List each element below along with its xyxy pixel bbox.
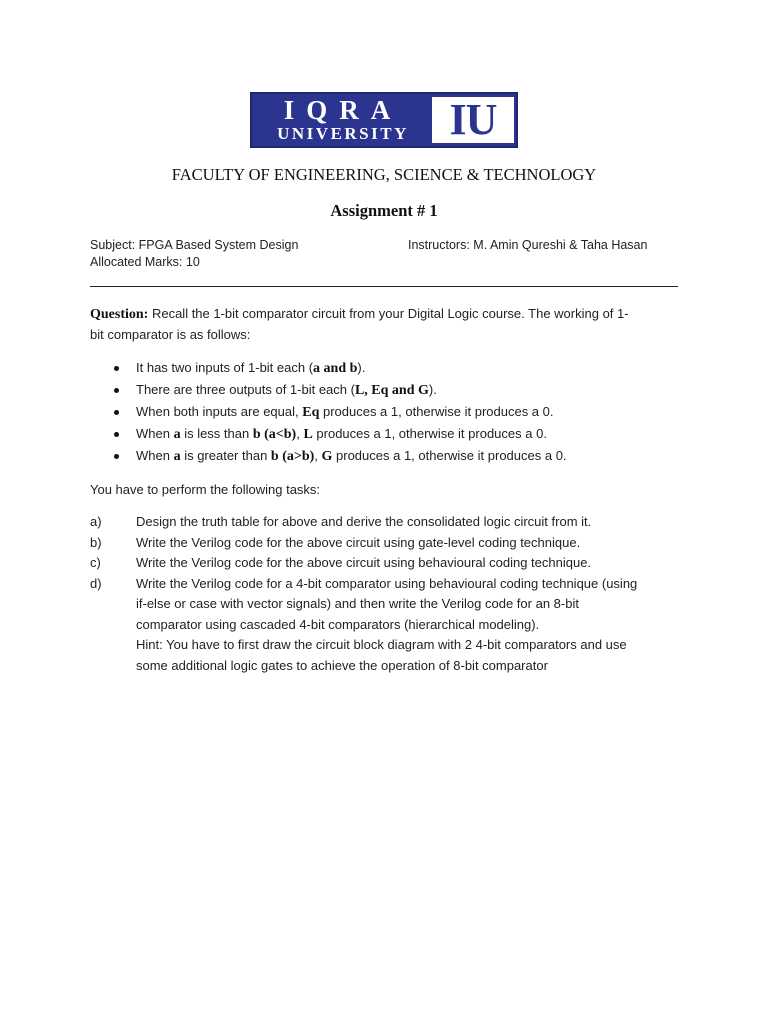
bullet-icon bbox=[114, 454, 119, 459]
horizontal-rule bbox=[90, 286, 678, 287]
faculty-title: FACULTY OF ENGINEERING, SCIENCE & TECHNOLOGY bbox=[171, 165, 597, 184]
task-marker: d) bbox=[90, 575, 102, 591]
list-item-text: is greater than bbox=[180, 448, 271, 463]
list-item-text: ). bbox=[357, 360, 366, 375]
bullet-icon bbox=[114, 366, 119, 371]
list-item-bold: L bbox=[303, 427, 313, 442]
task-marker: c) bbox=[90, 555, 101, 570]
list-item-text: produces a 1, otherwise it produces a 0. bbox=[319, 404, 554, 419]
list-item bbox=[114, 401, 684, 423]
question-line-1: Recall the 1-bit comparator circuit from your Digital Logic course. The working of 1- bbox=[148, 306, 629, 321]
assignment-title: Assignment # 1 bbox=[330, 201, 438, 220]
question-line-2: bit comparator is as follows: bbox=[90, 327, 251, 342]
bullet-icon bbox=[114, 388, 119, 393]
task-line: if-else or case with vector signals) and then write the Verilog code for an 8-bit bbox=[136, 596, 579, 611]
task-item bbox=[90, 533, 690, 554]
list-item-text: When both inputs are equal, bbox=[136, 404, 303, 419]
logo-iu-mark: IU bbox=[432, 97, 514, 143]
list-item-bold: a and b bbox=[313, 361, 358, 376]
list-item-bold: Eq bbox=[302, 405, 320, 420]
list-item bbox=[114, 357, 684, 379]
task-item bbox=[90, 512, 690, 533]
task-marker: a) bbox=[90, 514, 102, 529]
list-item-bold: a bbox=[173, 449, 181, 464]
list-item-text: is less than bbox=[180, 426, 253, 441]
list-item-text: It has two inputs of 1-bit each ( bbox=[136, 360, 314, 375]
task-line: comparator using cascaded 4-bit comparators (hierarchical modeling). bbox=[136, 616, 540, 632]
subject-text: Subject: FPGA Based System Design bbox=[90, 238, 299, 252]
task-line: Design the truth table for above and derive the consolidated logic circuit from it. bbox=[136, 514, 592, 529]
list-item-bold: L, Eq and G bbox=[354, 383, 429, 398]
list-item bbox=[114, 445, 684, 467]
list-item-text: produces a 1, otherwise it produces a 0. bbox=[312, 426, 547, 441]
instructors-text: Instructors: M. Amin Qureshi & Taha Hasan bbox=[408, 238, 648, 252]
logo-line-university: UNIVERSITY bbox=[277, 124, 409, 143]
list-item-text: , bbox=[314, 448, 322, 463]
bullet-icon bbox=[114, 432, 119, 437]
list-item-bold: b (a>b) bbox=[270, 449, 315, 464]
task-hint-line: some additional logic gates to achieve the operation of 8-bit comparator bbox=[136, 657, 548, 673]
list-item-text: produces a 1, otherwise it produces a 0. bbox=[332, 448, 567, 463]
task-hint-line: Hint: You have to first draw the circuit block diagram with 2 4-bit comparators and use bbox=[136, 637, 627, 652]
question-paragraph bbox=[90, 304, 680, 345]
list-item-bold: G bbox=[321, 449, 333, 464]
list-item-text: ). bbox=[428, 382, 437, 397]
logo-line-iqra: IQRA bbox=[283, 95, 403, 125]
task-item bbox=[90, 553, 690, 574]
list-item bbox=[114, 423, 684, 445]
logo-wordmark bbox=[252, 94, 430, 146]
task-line: Write the Verilog code for the above circuit using behavioural coding technique. bbox=[136, 555, 592, 570]
task-list bbox=[90, 512, 690, 676]
allocated-marks-text: Allocated Marks: 10 bbox=[90, 255, 200, 269]
task-line: Write the Verilog code for the above circuit using gate-level coding technique. bbox=[136, 534, 581, 550]
list-item-text: , bbox=[296, 426, 304, 441]
list-item-text: When bbox=[136, 426, 174, 441]
tasks-intro: You have to perform the following tasks: bbox=[90, 482, 321, 497]
task-marker: b) bbox=[90, 534, 102, 550]
list-item bbox=[114, 379, 684, 401]
comparator-behaviour-list bbox=[114, 357, 684, 467]
task-line: Write the Verilog code for a 4-bit comparator using behavioural coding technique (using bbox=[136, 575, 638, 591]
list-item-text: There are three outputs of 1-bit each ( bbox=[136, 382, 355, 397]
list-item-bold: a bbox=[173, 427, 181, 442]
question-label: Question: bbox=[90, 307, 149, 322]
bullet-icon bbox=[114, 410, 119, 415]
list-item-text: When bbox=[136, 448, 174, 463]
university-logo bbox=[250, 92, 518, 148]
task-item bbox=[90, 574, 690, 677]
list-item-bold: b (a<b) bbox=[252, 427, 297, 442]
